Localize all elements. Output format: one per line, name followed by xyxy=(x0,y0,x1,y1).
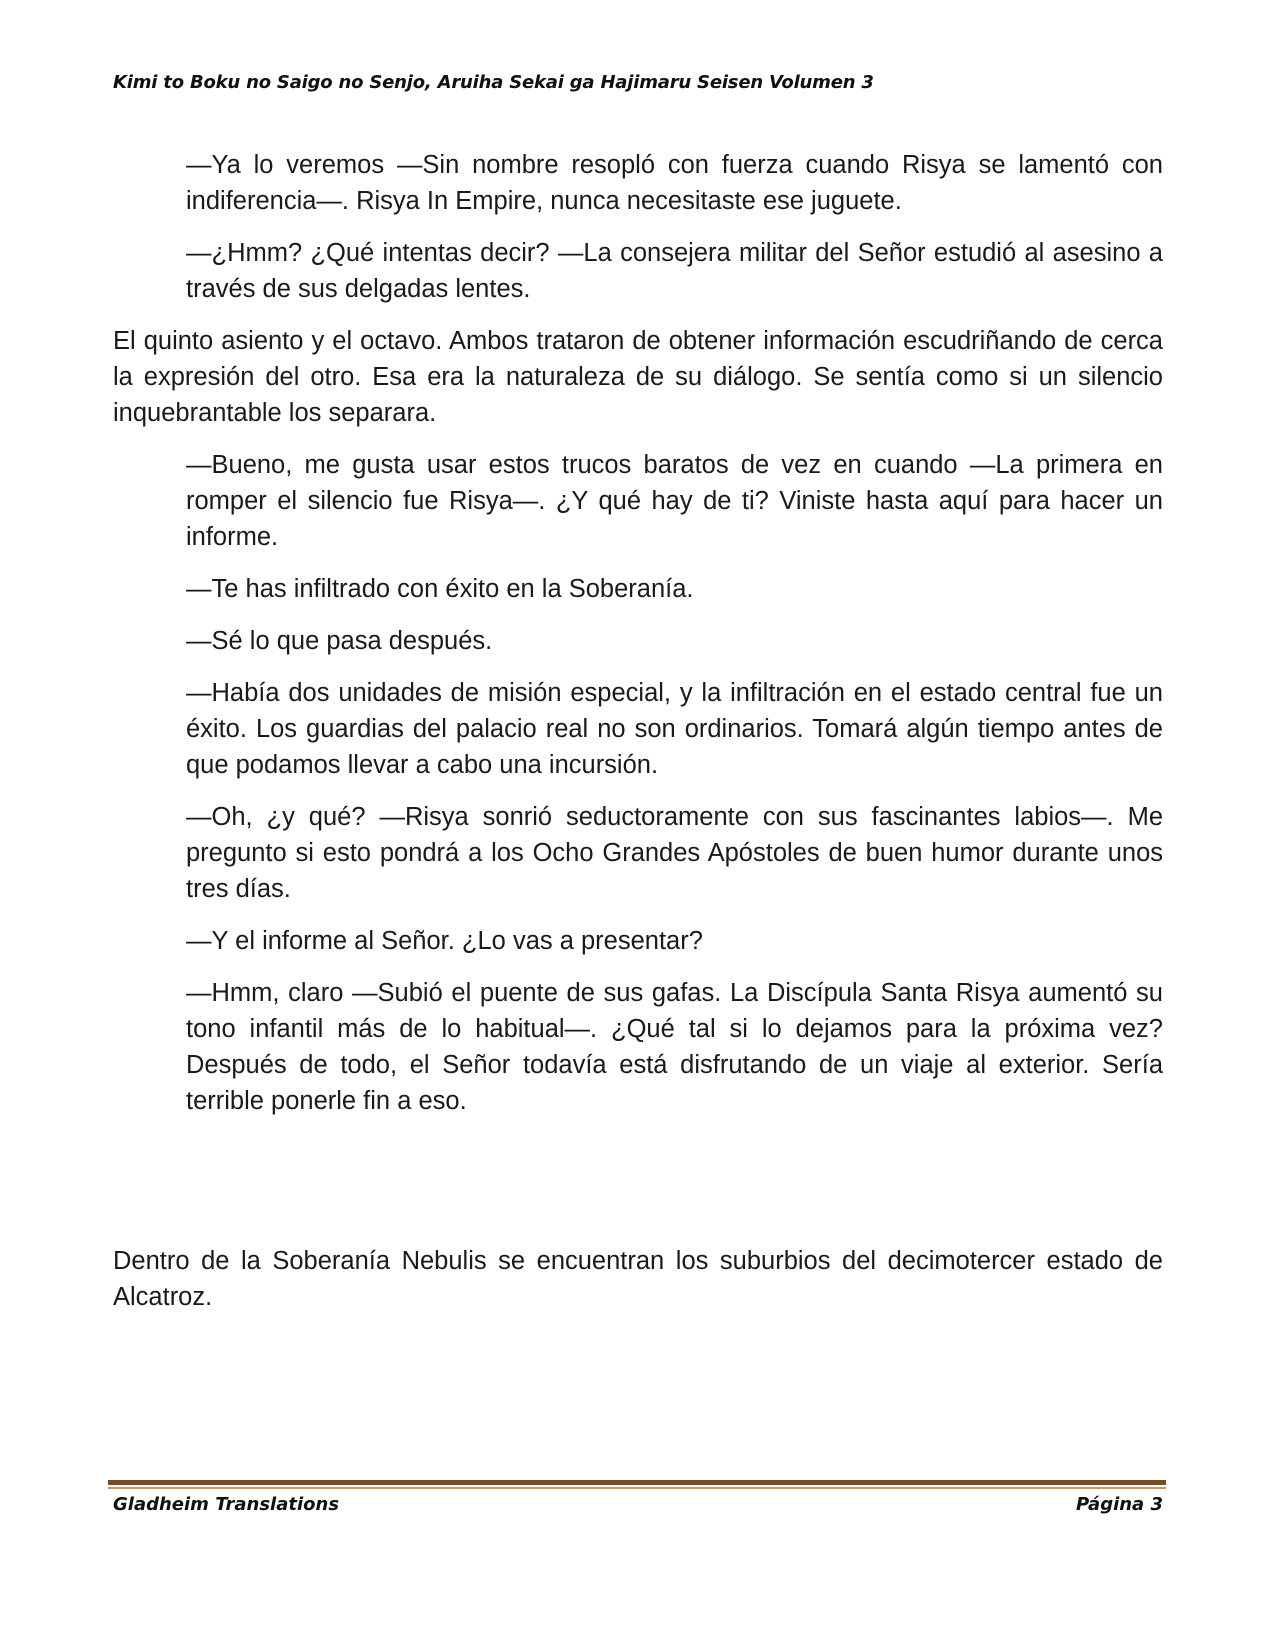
paragraph-narration: El quinto asiento y el octavo. Ambos trataron de obtener información escudriñando de cerca la expresión del otro. Esa era la naturaleza de su diálogo. Se sentía como si un silencio inquebrantable los separara. xyxy=(113,327,1163,427)
footer-page-number: Página 3 xyxy=(1076,1494,1163,1515)
footer-divider-thin-line xyxy=(108,1487,1166,1489)
paragraph-narration: Dentro de la Soberanía Nebulis se encuentran los suburbios del decimotercer estado de Alcatroz. xyxy=(113,1247,1163,1311)
footer-divider-thick-line xyxy=(108,1480,1166,1485)
paragraph-dialog: —¿Hmm? ¿Qué intentas decir? —La consejera militar del Señor estudió al asesino a través de sus delgadas lentes. xyxy=(186,239,1163,303)
footer-translator-credit: Gladheim Translations xyxy=(113,1494,340,1515)
paragraph-dialog: —Oh, ¿y qué? —Risya sonrió seductoramente con sus fascinantes labios—. Me pregunto si esto pondrá a los Ocho Grandes Apóstoles de buen humor durante unos tres días. xyxy=(186,803,1163,903)
paragraph-dialog: —Ya lo veremos —Sin nombre resopló con fuerza cuando Risya se lamentó con indiferencia—. Risya In Empire, nunca necesitaste ese juguete. xyxy=(186,151,1163,215)
paragraph-dialog: —Te has infiltrado con éxito en la Soberanía. xyxy=(186,575,694,603)
paragraph-dialog: —Bueno, me gusta usar estos trucos baratos de vez en cuando —La primera en romper el silencio fue Risya—. ¿Y qué hay de ti? Viniste hasta aquí para hacer un informe. xyxy=(186,451,1163,551)
body-text xyxy=(113,147,1163,1331)
paragraph-dialog: —Y el informe al Señor. ¿Lo vas a presentar? xyxy=(186,927,703,955)
paragraph-dialog: —Había dos unidades de misión especial, y la infiltración en el estado central fue un éxito. Los guardias del palacio real no son ordinarios. Tomará algún tiempo antes de que podamos llevar a cabo una incursión. xyxy=(186,679,1163,779)
page-header-title: Kimi to Boku no Saigo no Senjo, Aruiha Sekai ga Hajimaru Seisen Volumen 3 xyxy=(113,72,874,93)
scene-break-spacer xyxy=(113,1135,1163,1243)
paragraph-dialog: —Hmm, claro —Subió el puente de sus gafas. La Discípula Santa Risya aumentó su tono infantil más de lo habitual—. ¿Qué tal si lo dejamos para la próxima vez? Después de todo, el Señor todavía está disfrutando de un viaje al exterior. Sería terrible ponerle fin a eso. xyxy=(186,979,1163,1115)
paragraph-dialog: —Sé lo que pasa después. xyxy=(186,627,493,655)
